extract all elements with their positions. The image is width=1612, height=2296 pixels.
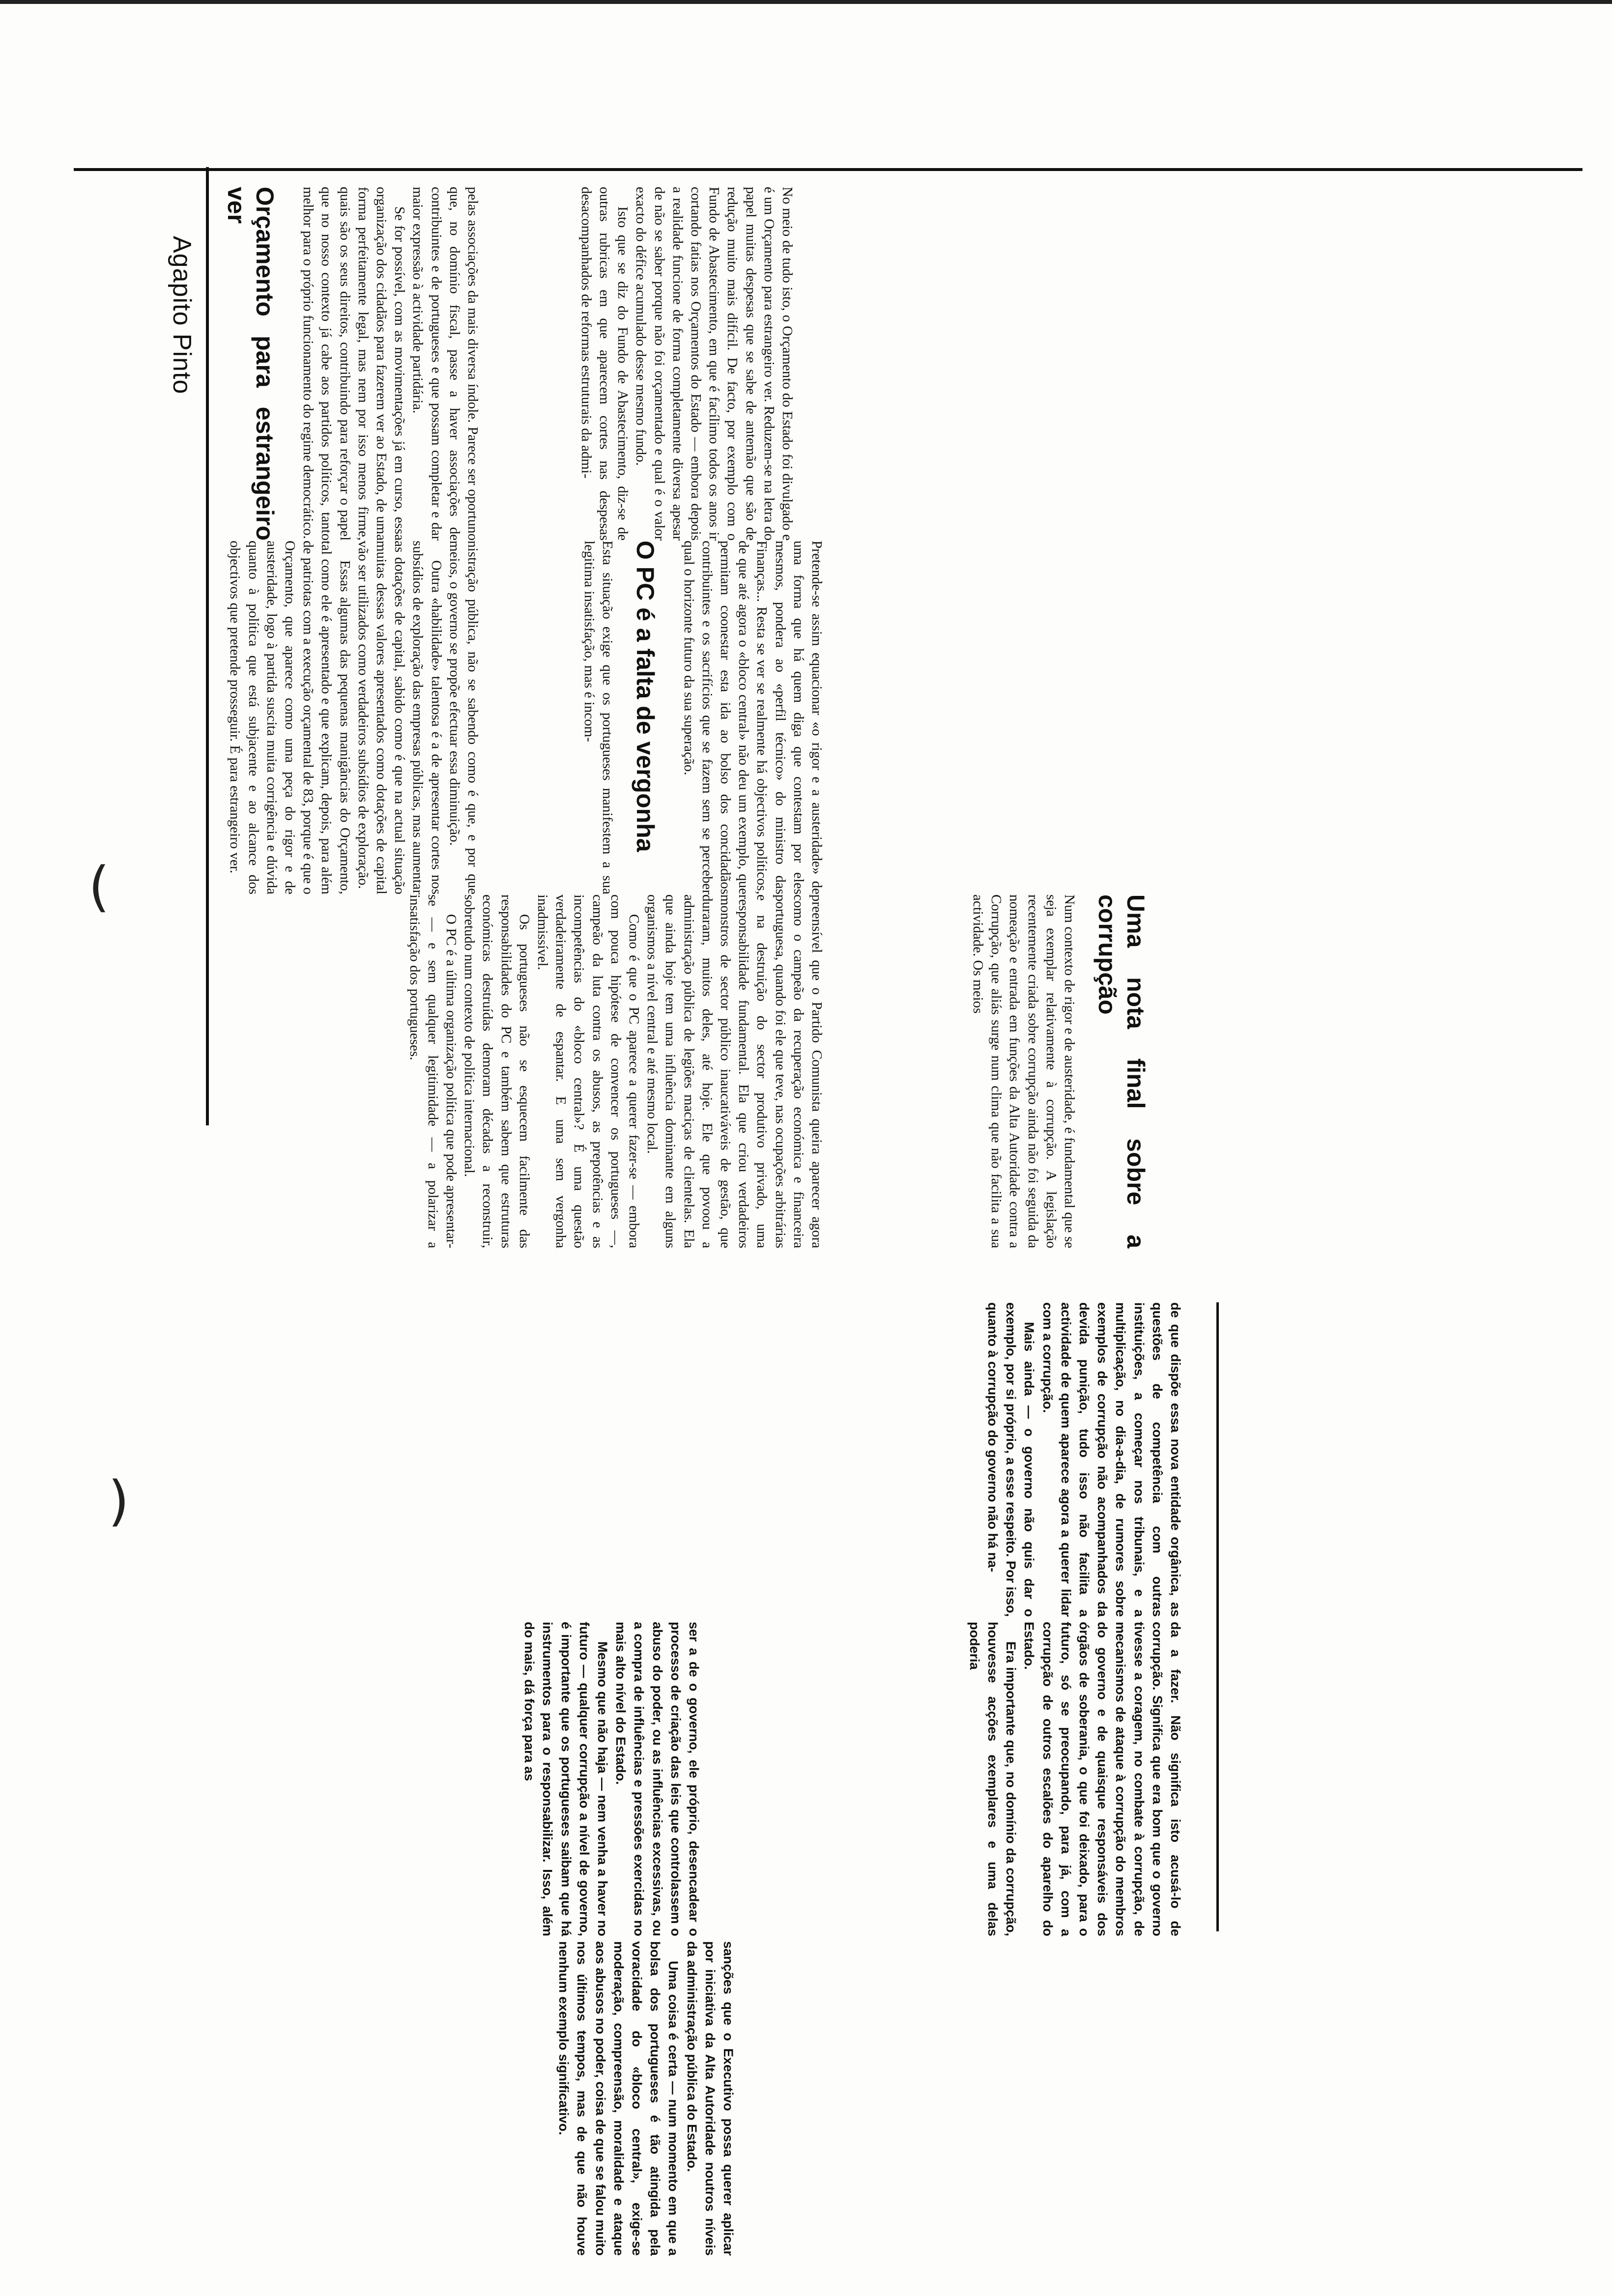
paragraph: preensível que o Partido Comunista queira aparecer agora como o campeão da recuperação económica e financeira portuguesa, quando foi ele que teve, nas ocupações arbitrárias e na destruição do sector produtivo privado, uma responsabilidade fundamental. Ela que criou verdadeiros monstros de sector público inaucativáveis de gestão, que duraram, muitos deles, até hoje. Ele que povoou a administração pública de legiões maciças de clientelas. Ela que ainda hoje tem uma influência dominante em alguns organismos a nível central e até mesmo local. [644,894,825,1248]
paragraph: Outra «habilidade» talentosa é a de apresentar cortes nos subsídios de exploração das empresas públicas, mas aumentar as dotações de capital, sabido como é que na actual situação muitas dessas valores apresentados como dotações de capital vão ser utilizados como verdadeiros subsídios de exploração. [355,541,444,894]
paragraph: Se for possível, com as movimentações já em curso, essa organização dos cidadãos para fazerem ver ao Estado, de uma forma perfeitamente legal, mas nem por isso menos firme, quais são os seus direitos, contribuindo para reforçar o papel que no nosso contexto já cabe aos partidos políticos, tanto melhor para o próprio funcionamento do regime democrático. [300,187,408,541]
paragraph: da a fazer. Não significa isto acusá-lo de corrupção. Significa que era bom que o governo tivesse a coragem, no combate à corrupção, de mecanismos de ataque à corrupção do membros do governo e de quaisque responsáveis dos órgãos de soberania, o que foi deixado, para o futuro, só se preocupando, para já, com a corrupção de outros escalões do aparelho do Estado. [1022,1622,1183,1936]
paragraph: No meio de tudo isto, o Orçamento do Estado foi divulgado e é um Orçamento para estrangeiro ver. Reduzem-se na letra do papel muitas despesas que se sabe de antemão que são de redução muito mais difícil. De facto, por exemplo com o Fundo de Abastecimento, em que é facílimo todos os anos ir cortando fatias nos Orçamentos do Estado — embora depois a realidade funcione de forma completamente diversa apesar de não se saber porque não foi orçamentado e qual é o valor exacto do défice acumulado desse mesmo fundo. [633,187,795,541]
heading-nota: Uma nota final sobre a corrupção [1094,894,1150,1248]
paragraph: sanções que o Executivo possa querer aplicar por iniciativa da Alta Autoridade noutros níveis da administração pública do Estado. [684,1941,736,2256]
column-3 [405,894,826,1248]
paragraph: pelas associações da mais diversa índole. Parece ser oportuno que, no domínio fiscal, passe a haver associações de contribuintes e de portugueses e que possam completar e dar maior expressão à actividade partidária. [410,187,481,541]
paragraph: Os portugueses não se esquecem facilmente das responsabilidades do PC e também sabem que estruturas económicas destruídas demoram décadas a reconstruir, sobretudo num contexto de política internacional. [461,894,532,1248]
lower-section-rule [1216,1302,1219,1931]
column-2-lower [580,541,826,894]
paragraph: Como é que o PC aparece a querer fazer-se — embora com pouca hipótese de convencer os portugueses —, campeão da luta contra os abusos, as prepotências e as incompetências do «bloco central»? É uma questão verdadeiramente de espantar. E uma sem vergonha inadmissível. [534,894,642,1248]
paragraph: Esta situação exige que os portugueses manifestem a sua legitima insatisfação, mas é incom- [581,541,616,894]
column-1 [207,187,482,541]
column-4 [983,1302,1184,1617]
paragraph: Uma coisa é certa — num momento em que a bolsa dos portugueses é tão atingida pela voracidade do «bloco central», exige-se moderação, compreensão, moralidade e ataque aos abusos no poder, coisa de que se falou muito nos últimos tempos, mas de que não houve nenhum exemplo significativo. [556,1941,681,2256]
author-byline: Agapito Pinto [168,236,196,395]
column-4-lower [520,1622,703,1936]
paragraph: Isto que se diz do Fundo de Abastecimento, diz-se de outras rubricas em que aparecem cortes nas despesas desacompanhados de reformas estruturais da admi- [578,187,631,541]
column-3-lower [969,894,1170,1248]
punch-hole-mark-top: ( [88,855,110,918]
column-2 [226,541,482,894]
column-1-lower [577,187,796,541]
column-5-lower [554,1941,737,2256]
paragraph: Pretende-se assim equacionar «o rigor e a austeridade» de uma forma que há quem diga que contestam por eles mesmos, pondera ao «perfil técnico» do ministro das Finanças... Resta se ver se realmente há objectivos políticos, de que até agora o «bloco central» não deu um exemplo, que permitam coonestar esta ida ao bolso dos concidadãos contribuintes e os sacrifícios que se fazem sem se perceber qual o horizonte futuro da sua superação. [681,541,825,894]
paragraph: Mesmo que não haja — nem venha a haver no futuro — qualquer corrupção a nível de governo, é importante que os portugueses saibam que há instrumentos para o responsabilizar. Isso, além do mais, dá força para as [522,1622,610,1936]
paragraph: ser a de o governo, ele próprio, desencadear o processo de criação das leis que controlassem o abuso do poder, ou as influências excessivas, ou a compra de influências e pressões exercidas no mais alto nível do Estado. [613,1622,701,1936]
paragraph: Era importante que, no domínio da corrupção, houvesse acções exemplares e uma delas poderia [967,1622,1019,1936]
left-column-rule [74,168,1583,171]
paragraph: Essas algumas das pequenas manigâncias do Orçamento, tal como ele é apresentado e que explicam, depois, para além de patriotas com a execução orçamental de 83, porque é que o Orçamento, que aparece como uma peça do rigor e de austeridade, logo à partida suscita muita corrigência e dúvida quanto à política que está subjacente e ao alcance dos objectivos que pretende prosseguir. É para estrangeiro ver. [227,541,353,894]
punch-hole-mark-bottom: ) [108,1469,129,1532]
heading-orcamento: Orçamento para estrangeiro ver [222,187,279,541]
paragraph: O PC é a última organização política que pode apresentar-se — e sem qualquer legitimidade — a polarizar a insatisfação dos portugueses. [406,894,459,1248]
paragraph: Mais ainda — o governo não quis dar o exemplo, por si próprio, a esse respeito. Por isso, quanto à corrupção do governo não há na- [985,1302,1037,1617]
heading-pc: O PC é a falta de vergonha [632,541,660,852]
paragraph: Num contexto de rigor e de austeridade, é fundamental que se seja exemplar relativamente à corrupção. A legislação recentemente criada sobre corrupção ainda não foi seguida da nomeação e entrada em funções da Alta Autoridade contra a Corrupção, que aliás surge num clima que não facilita a sua actividade. Os meios [970,894,1077,1248]
column-5 [965,1622,1184,1936]
paragraph: de que dispõe essa nova entidade orgânica, as questões de competência com outras instituições, a começar nos tribunais, e a multiplicação, no dia-a-dia, de rumores sobre exemplos de corrupção não acompanhados da devida punição, tudo isso não facilita a actividade de quem aparece agora a querer lidar com a corrupção. [1040,1302,1183,1617]
paragraph: nistração pública, não se sabendo como é que, e por que meios, o governo se propõe efectuar essa diminuição. [446,541,481,894]
